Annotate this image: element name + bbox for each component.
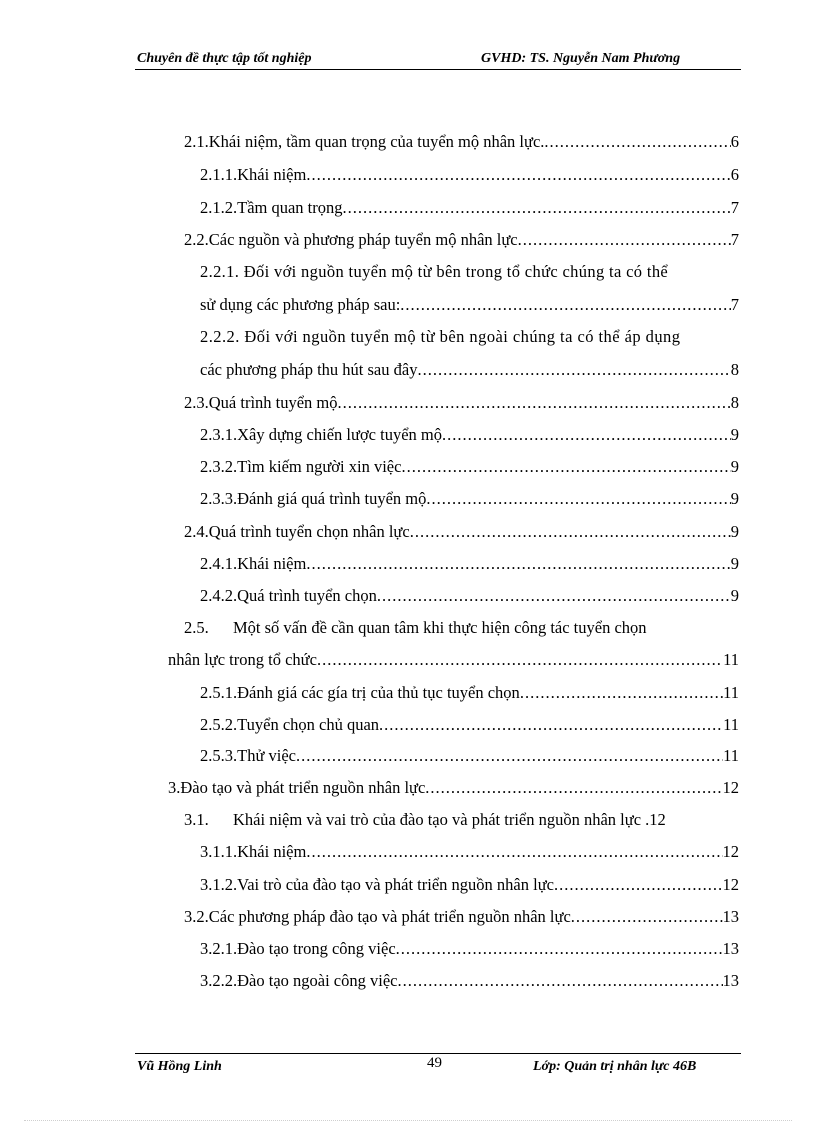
toc-entry-3-2[interactable]: 3.2. Các phương pháp đào tạo và phát triển nguồn nhân lực ..... 13 bbox=[184, 905, 739, 929]
page-number: 9 bbox=[730, 457, 739, 476]
dot-leader bbox=[401, 455, 730, 479]
toc-entry-2-5-3[interactable]: 2.5.3. Thử việc ..... 11 bbox=[200, 744, 739, 768]
dot-leader bbox=[520, 681, 723, 705]
page-number: 9 bbox=[730, 489, 739, 508]
toc-entry-2-3[interactable]: 2.3. Quá trình tuyển mộ ..... 8 bbox=[184, 391, 739, 415]
page-number: 13 bbox=[722, 939, 739, 958]
dot-leader bbox=[396, 937, 723, 961]
footer-page-number: 49 bbox=[427, 1055, 442, 1071]
footer-author: Vũ Hồng Linh bbox=[137, 1059, 222, 1074]
page-number: 12 bbox=[722, 875, 739, 894]
toc-entry-2-4-2[interactable]: 2.4.2. Quá trình tuyển chọn ..... 9 bbox=[200, 584, 739, 608]
toc-entry-3[interactable]: 3. Đào tạo và phát triển nguồn nhân lực ..... 12 bbox=[168, 776, 739, 800]
page-number: 9 bbox=[730, 425, 739, 444]
page-number: 11 bbox=[723, 650, 739, 669]
toc-entry-2-1-2[interactable]: 2.1.2. Tầm quan trọng ..... 7 bbox=[200, 196, 739, 220]
page-number: 12 bbox=[649, 810, 666, 829]
toc-entry-2-2-2[interactable]: các phương pháp thu hút sau đây ..... 8 bbox=[200, 358, 739, 382]
toc-entry-2-5[interactable]: nhân lực trong tổ chức ..... 11 bbox=[168, 648, 739, 672]
page-number: 7 bbox=[730, 198, 739, 217]
toc-entry-3-2-2[interactable]: 3.2.2. Đào tạo ngoài công việc ..... 13 bbox=[200, 969, 739, 993]
dot-leader bbox=[417, 358, 730, 382]
page-number: 11 bbox=[723, 683, 739, 702]
header-title: Chuyên đề thực tập tốt nghiệp bbox=[137, 51, 312, 66]
dot-leader bbox=[379, 713, 723, 737]
toc-entry-2-5-title[interactable]: 2.5. Một số vấn đề cần quan tâm khi thực hiện công tác tuyển chọn bbox=[184, 618, 647, 637]
dot-leader bbox=[554, 873, 723, 897]
header-advisor: GVHD: TS. Nguyễn Nam Phương bbox=[481, 51, 681, 66]
dot-leader bbox=[442, 423, 731, 447]
dot-leader bbox=[317, 648, 723, 672]
page-number: 9 bbox=[730, 554, 739, 573]
toc-entry-2-4[interactable]: 2.4. Quá trình tuyển chọn nhân lực ..... 9 bbox=[184, 520, 739, 544]
dot-leader bbox=[306, 552, 730, 576]
toc-entry-2-1[interactable]: 2.1. Khái niệm, tầm quan trọng của tuyển mộ nhân lực. ..... 6 bbox=[184, 130, 739, 154]
page-number: 6 bbox=[730, 165, 739, 184]
dot-leader bbox=[400, 293, 730, 317]
page-number: 12 bbox=[722, 842, 739, 861]
page-number: 13 bbox=[722, 907, 739, 926]
page-number: 8 bbox=[730, 393, 739, 412]
page-number: 11 bbox=[723, 715, 739, 734]
toc-entry-2-3-2[interactable]: 2.3.2. Tìm kiếm người xin việc ..... 9 bbox=[200, 455, 739, 479]
page-footer bbox=[135, 1053, 741, 1078]
page-number: 7 bbox=[730, 230, 739, 249]
toc-entry-2-5-2[interactable]: 2.5.2. Tuyển chọn chủ quan ..... 11 bbox=[200, 713, 739, 737]
dot-leader bbox=[296, 744, 723, 768]
toc-entry-3-2-1[interactable]: 3.2.1. Đào tạo trong công việc ..... 13 bbox=[200, 937, 739, 961]
dot-leader bbox=[306, 163, 730, 187]
dot-leader bbox=[425, 776, 722, 800]
dot-leader bbox=[397, 969, 722, 993]
toc-entry-2-1-1[interactable]: 2.1.1. Khái niệm ..... 6 bbox=[200, 163, 739, 187]
dot-leader bbox=[410, 520, 731, 544]
dot-leader bbox=[544, 130, 730, 154]
page-number: 6 bbox=[730, 132, 739, 151]
dot-leader bbox=[377, 584, 731, 608]
toc-entry-3-1[interactable]: 3.1. Khái niệm và vai trò của đào tạo và phát triển nguồn nhân lực . 12 bbox=[184, 808, 739, 832]
page-number: 13 bbox=[722, 971, 739, 990]
toc-entry-2-2[interactable]: 2.2. Các nguồn và phương pháp tuyển mộ nhân lực ..... 7 bbox=[184, 228, 739, 252]
toc-entry-2-3-3[interactable]: 2.3.3. Đánh giá quá trình tuyển mộ ..... 9 bbox=[200, 487, 739, 511]
dot-leader bbox=[518, 228, 731, 252]
page-number: 11 bbox=[723, 746, 739, 765]
page-number: 8 bbox=[730, 360, 739, 379]
page-header bbox=[135, 51, 741, 70]
dot-leader bbox=[338, 391, 731, 415]
toc-entry-2-3-1[interactable]: 2.3.1. Xây dựng chiến lược tuyển mộ ..... 9 bbox=[200, 423, 739, 447]
toc-entry-3-1-2[interactable]: 3.1.2. Vai trò của đào tạo và phát triển nguồn nhân lực ..... 12 bbox=[200, 873, 739, 897]
footer-class: Lớp: Quản trị nhân lực 46B bbox=[533, 1059, 697, 1074]
toc-entry-2-2-2-title[interactable]: 2.2.2. Đối với nguồn tuyển mộ từ bên ngoài chúng ta có thể áp dụng bbox=[200, 327, 681, 346]
dot-leader bbox=[343, 196, 731, 220]
toc-entry-2-5-1[interactable]: 2.5.1. Đánh giá các gía trị của thủ tục tuyển chọn ..... 11 bbox=[200, 681, 739, 705]
page-number: 9 bbox=[730, 522, 739, 541]
dot-leader bbox=[426, 487, 730, 511]
page-number: 7 bbox=[730, 295, 739, 314]
page-number: 12 bbox=[722, 778, 739, 797]
dot-leader bbox=[571, 905, 723, 929]
toc-entry-2-4-1[interactable]: 2.4.1. Khái niệm ..... 9 bbox=[200, 552, 739, 576]
page-edge-divider bbox=[24, 1120, 792, 1121]
toc-entry-2-2-1-title[interactable]: 2.2.1. Đối với nguồn tuyển mộ từ bên trong tổ chức chúng ta có thể bbox=[200, 262, 669, 281]
toc-entry-2-2-1[interactable]: sử dụng các phương pháp sau: ..... 7 bbox=[200, 293, 739, 317]
page-number: 9 bbox=[730, 586, 739, 605]
toc-entry-3-1-1[interactable]: 3.1.1. Khái niệm ..... 12 bbox=[200, 840, 739, 864]
dot-leader bbox=[306, 840, 722, 864]
